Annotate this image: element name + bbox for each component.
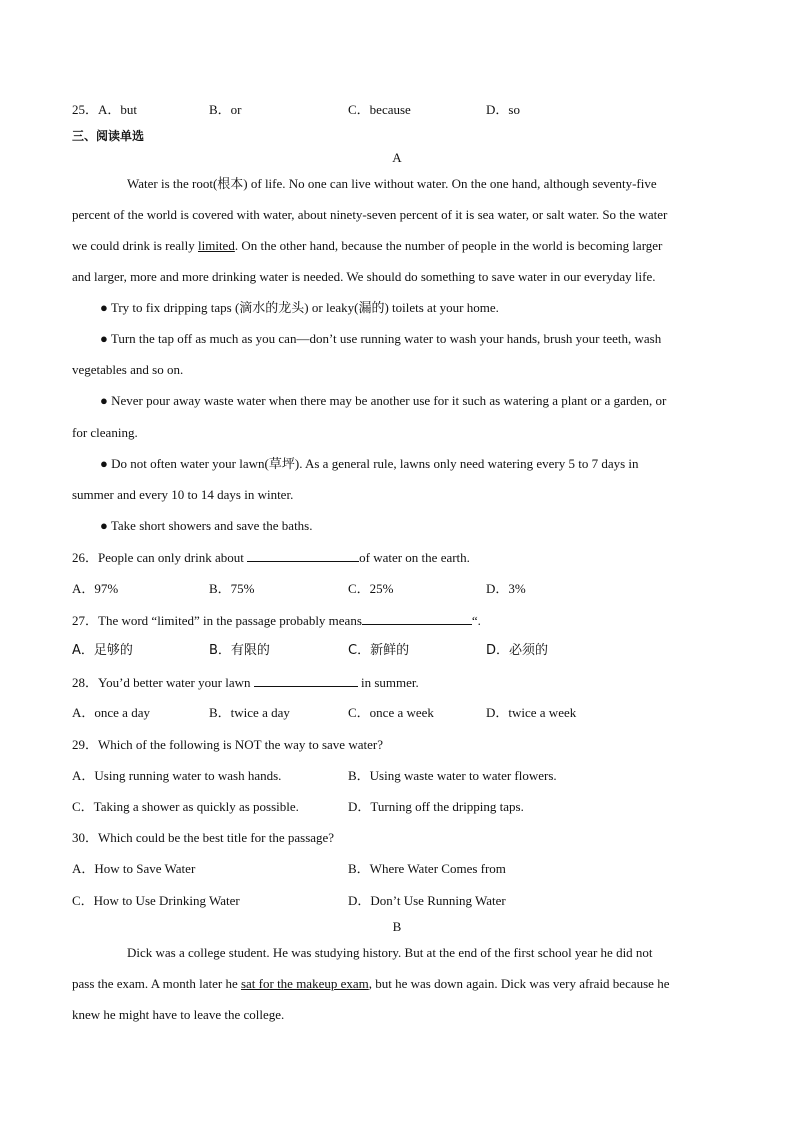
passage-a-paragraph-line: we could drink is really limited. On the other hand, because the number of people in the world is becoming larger: [72, 238, 663, 253]
option-label: A．but: [98, 102, 138, 117]
bullet-item: ● Try to fix dripping taps (滴水的龙头) or leaky(漏的) toilets at your home.: [100, 300, 499, 315]
q26-option-b: B．75%: [209, 581, 255, 596]
q29-option-b: B．Using waste water to water flowers.: [348, 768, 557, 783]
passage-b-paragraph-line: Dick was a college student. He was studying history. But at the end of the first school year he did not: [127, 945, 653, 960]
q26-stem: 26．People can only drink about of water on the earth.: [72, 550, 470, 565]
q28-stem: 28．You’d better water your lawn in summer.: [72, 675, 419, 690]
q30-stem: 30．Which could be the best title for the passage?: [72, 830, 335, 845]
bullet-item: ● Do not often water your lawn(草坪). As a general rule, lawns only need watering every 5 to 7 days in: [100, 456, 639, 471]
passage-a-paragraph-line: Water is the root(根本) of life. No one can live without water. On the one hand, although seventy-five: [127, 176, 657, 191]
q30-option-a: A．How to Save Water: [72, 861, 196, 876]
passage-a-label: A: [392, 150, 402, 165]
q27-option-d: D．必须的: [486, 643, 549, 658]
bullet-item: ● Take short showers and save the baths.: [100, 518, 313, 533]
q25-option-b: B．or: [209, 102, 242, 117]
q29-stem: 29．Which of the following is NOT the way to save water?: [72, 737, 383, 752]
q29-option-a: A．Using running water to wash hands.: [72, 768, 282, 783]
q26-option-d: D．3%: [486, 581, 526, 596]
passage-b-label: B: [392, 919, 402, 934]
underlined-phrase: sat for the makeup exam: [240, 976, 369, 991]
q28-option-a: A．once a day: [72, 705, 150, 720]
q28-option-c: C．once a week: [348, 705, 434, 720]
bullet-item-continuation: summer and every 10 to 14 days in winter.: [72, 487, 294, 502]
q28-option-d: D．twice a week: [486, 705, 577, 720]
question-number: 25．: [72, 102, 99, 117]
q25-option-c: C．because: [348, 102, 411, 117]
q29-option-c: C．Taking a shower as quickly as possible.: [72, 799, 299, 814]
bullet-item-continuation: vegetables and so on.: [72, 362, 184, 377]
answer-blank: [362, 612, 472, 625]
q30-option-c: C．How to Use Drinking Water: [72, 893, 240, 908]
q26-option-a: A．97%: [72, 581, 119, 596]
q29-option-d: D．Turning off the dripping taps.: [348, 799, 524, 814]
passage-b-paragraph-line: knew he might have to leave the college.: [72, 1007, 285, 1022]
q25-option-a: [72, 102, 137, 118]
q30-option-b: B．Where Water Comes from: [348, 861, 506, 876]
q30-option-d: D．Don’t Use Running Water: [348, 893, 506, 908]
passage-a-paragraph-line: and larger, more and more drinking water is needed. We should do something to save water in our everyday life.: [72, 269, 656, 284]
bullet-item-continuation: for cleaning.: [72, 425, 138, 440]
underlined-word-limited: limited: [198, 238, 235, 253]
bullet-item: ● Never pour away waste water when there may be another use for it such as watering a plant or a garden, or: [100, 393, 667, 408]
q25-option-d: D．so: [486, 102, 520, 117]
section-title: 三、阅读单选: [72, 129, 145, 143]
q27-option-c: C．新鲜的: [348, 643, 410, 658]
q27-option-b: B．有限的: [209, 643, 270, 658]
q26-option-c: C．25%: [348, 581, 394, 596]
q27-option-a: A．足够的: [72, 643, 133, 658]
q28-option-b: B．twice a day: [209, 705, 290, 720]
q27-stem: 27．The word “limited” in the passage probably means “.: [72, 613, 481, 628]
answer-blank: [247, 549, 359, 562]
passage-b-paragraph-line: pass the exam. A month later he sat for the makeup exam, but he was down again. Dick was very afraid because he: [72, 976, 670, 991]
passage-a-paragraph-line: percent of the world is covered with water, about ninety-seven percent of it is sea water, or salt water. So the water: [72, 207, 668, 222]
answer-blank: [254, 674, 358, 687]
bullet-item: ● Turn the tap off as much as you can—don’t use running water to wash your hands, brush your teeth, wash: [100, 331, 662, 346]
